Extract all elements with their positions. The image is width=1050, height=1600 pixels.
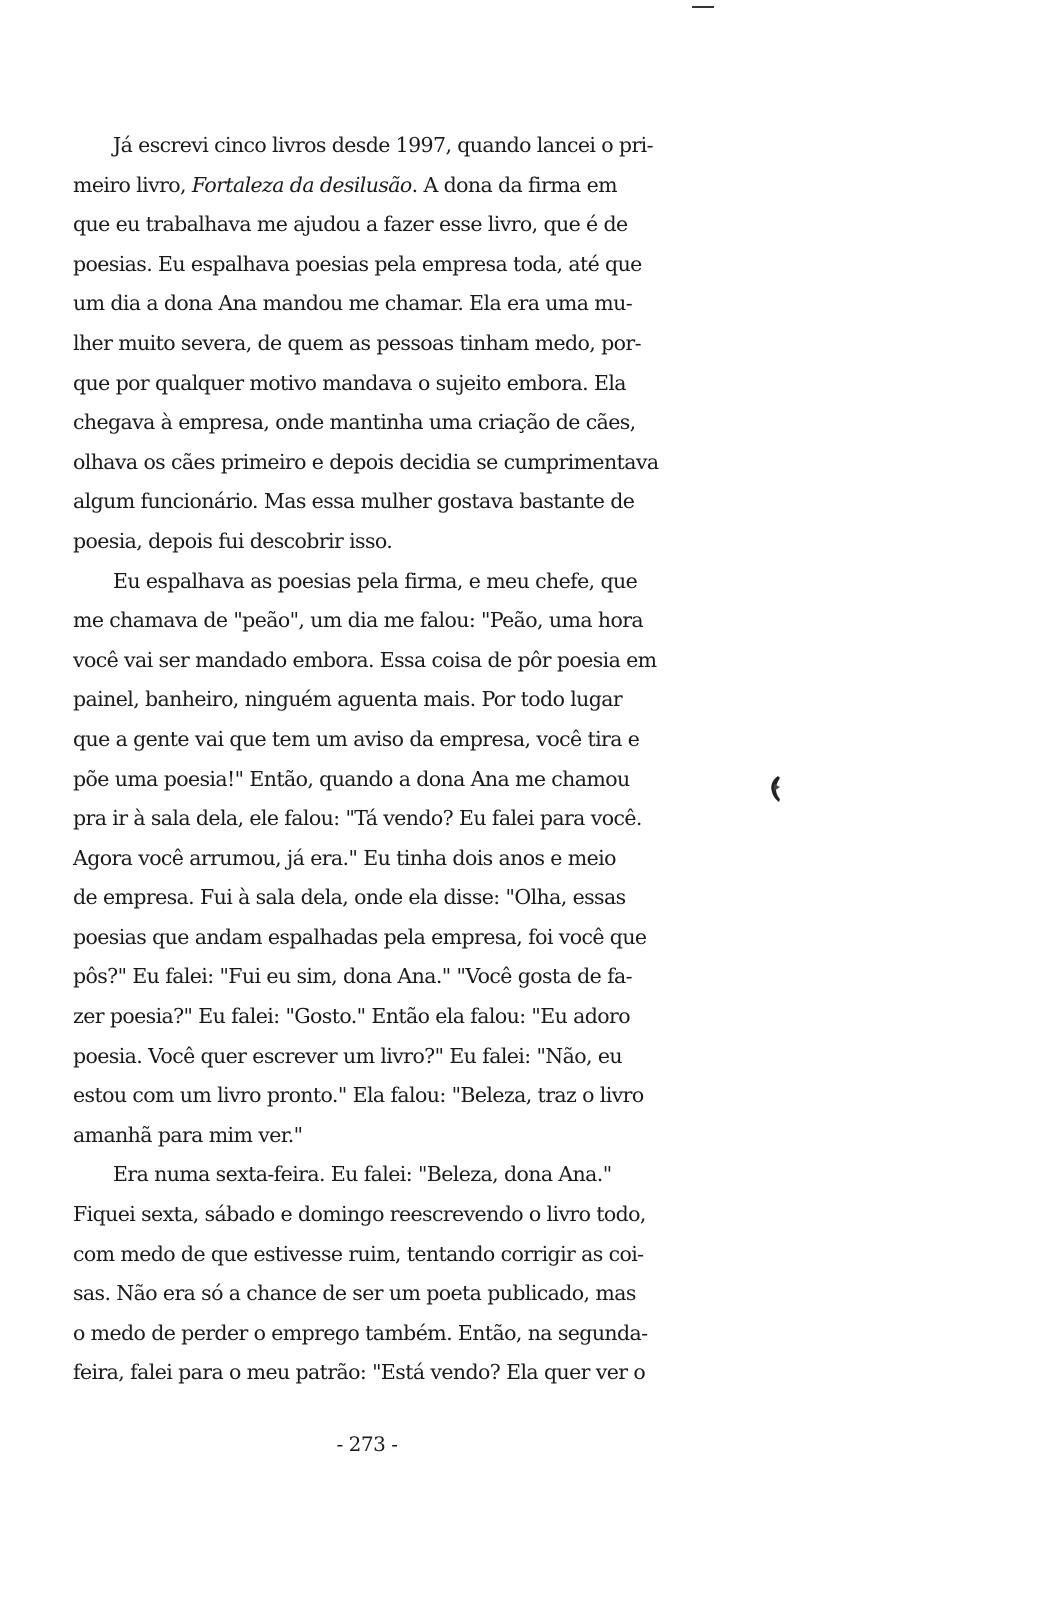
text-line: zer poesia?" Eu falei: "Gosto." Então ela falou: "Eu adoro bbox=[73, 1004, 630, 1029]
paragraph bbox=[73, 126, 659, 562]
text-line: Agora você arrumou, já era." Eu tinha dois anos e meio bbox=[73, 845, 616, 870]
text-line: poesias. Eu espalhava poesias pela empresa toda, até que bbox=[73, 251, 642, 276]
paragraph bbox=[73, 1155, 648, 1393]
text-line: põe uma poesia!" Então, quando a dona Ana me chamou bbox=[73, 766, 630, 791]
text-line: de empresa. Fui à sala dela, onde ela disse: "Olha, essas bbox=[73, 885, 626, 910]
text-line: que a gente vai que tem um aviso da empresa, você tira e bbox=[73, 726, 640, 751]
text-line: algum funcionário. Mas essa mulher gostava bastante de bbox=[73, 489, 635, 514]
text-line: Eu espalhava as poesias pela firma, e meu chefe, que bbox=[113, 568, 638, 593]
text-line: feira, falei para o meu patrão: "Está vendo? Ela quer ver o bbox=[73, 1360, 646, 1385]
text-line: amanhã para mim ver." bbox=[73, 1122, 303, 1147]
text-line: estou com um livro pronto." Ela falou: "Beleza, traz o livro bbox=[73, 1083, 644, 1108]
text-line: um dia a dona Ana mandou me chamar. Ela era uma mu- bbox=[73, 291, 633, 316]
text-line: poesia. Você quer escrever um livro?" Eu falei: "Não, eu bbox=[73, 1043, 622, 1068]
text-line: você vai ser mandado embora. Essa coisa de pôr poesia em bbox=[73, 647, 657, 672]
page-number bbox=[0, 1432, 1050, 1456]
text-line: poesia, depois fui descobrir isso. bbox=[73, 528, 393, 553]
text-line: que por qualquer motivo mandava o sujeito embora. Ela bbox=[73, 370, 626, 395]
text-line: olhava os cães primeiro e depois decidia se cumprimentava bbox=[73, 449, 659, 474]
text-line: chegava à empresa, onde mantinha uma criação de cães, bbox=[73, 410, 636, 435]
margin-smudge-mark bbox=[768, 774, 782, 804]
text-line: com medo de que estivesse ruim, tentando corrigir as coi- bbox=[73, 1241, 644, 1266]
text-line: lher muito severa, de quem as pessoas tinham medo, por- bbox=[73, 330, 641, 355]
book-title: Fortaleza da desilusão bbox=[191, 172, 412, 197]
text-line: que eu trabalhava me ajudou a fazer esse livro, que é de bbox=[73, 212, 628, 237]
text-line: poesias que andam espalhadas pela empresa, foi você que bbox=[73, 924, 647, 949]
text-line: sas. Não era só a chance de ser um poeta publicado, mas bbox=[73, 1281, 636, 1306]
top-edge-mark bbox=[692, 6, 714, 8]
text-line: meiro livro, Fortaleza da desilusão. A dona da firma em bbox=[73, 172, 617, 197]
text-line: o medo de perder o emprego também. Então, na segunda- bbox=[73, 1320, 648, 1345]
text-line: me chamava de "peão", um dia me falou: "Peão, uma hora bbox=[73, 608, 644, 633]
text-line: Já escrevi cinco livros desde 1997, quando lancei o pri- bbox=[113, 133, 653, 157]
page-number-text: - 273 - bbox=[336, 1432, 398, 1456]
text-line: painel, banheiro, ninguém aguenta mais. Por todo lugar bbox=[73, 687, 623, 712]
text-line: Fiquei sexta, sábado e domingo reescrevendo o livro todo, bbox=[73, 1202, 646, 1227]
paragraph bbox=[73, 562, 657, 1156]
text-line: pôs?" Eu falei: "Fui eu sim, dona Ana." "Você gosta de fa- bbox=[73, 964, 632, 989]
page-body bbox=[73, 126, 659, 1393]
text-line: pra ir à sala dela, ele falou: "Tá vendo? Eu falei para você. bbox=[73, 806, 642, 831]
text-line: Era numa sexta-feira. Eu falei: "Beleza, dona Ana." bbox=[113, 1162, 612, 1187]
